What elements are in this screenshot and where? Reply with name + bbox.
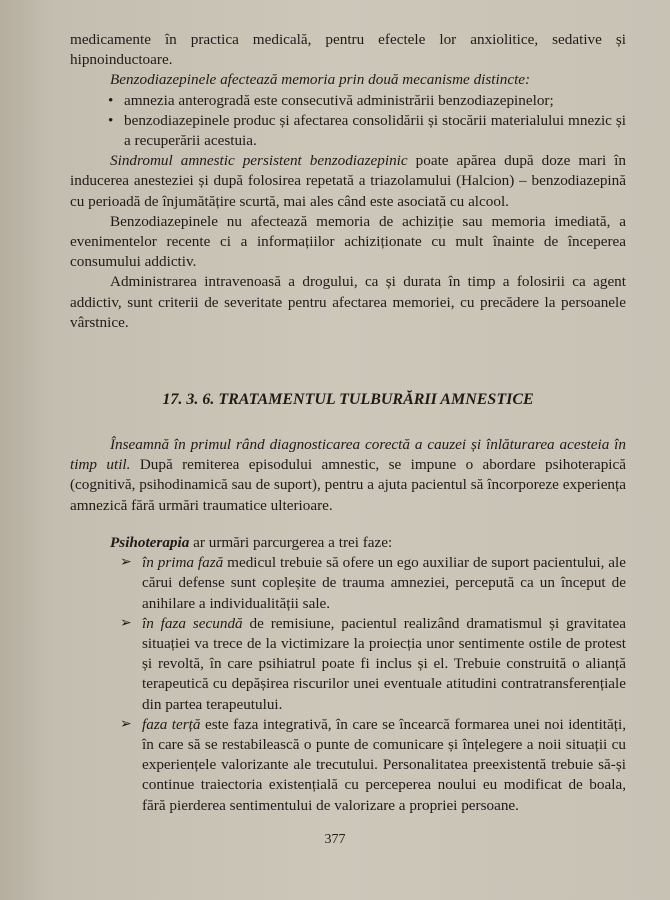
phase-lead: în faza secundă <box>142 614 243 632</box>
list-item <box>70 715 626 816</box>
list-item <box>70 553 626 614</box>
paragraph-memory-effects: Benzodiazepinele nu afectează memoria de achiziție sau memoria imediată, a evenimentelor recente ci a informațiilor achiziționate cu mult înainte de începerea consumului addictiv. <box>70 212 626 271</box>
phase-text: medicul trebuie să ofere un ego auxiliar de suport pacientului, ale cărui defense sunt copleșite de trauma amneziei, percepută ca un început de anihilare a individualității sale. <box>142 554 626 612</box>
paragraph-treatment-intro <box>70 435 626 516</box>
phase-text: este faza integrativă, în care se încearcă formarea unei noi identități, în care să se restabilească o punte de comunicare și înțelegere a noii situații cu experiențele valorizante ale trecutului. Personalitatea preexistentă trebuie să-și continue traiectoria existențială cu perceperea noului eu modificat de boala, fără pierderea sentimentului de valorizare a propriei persoane. <box>142 715 626 814</box>
mechanisms-list <box>70 91 626 152</box>
list-item <box>70 91 626 111</box>
paragraph-mechanisms-intro <box>70 70 626 90</box>
arrow-bullet-icon: ➢ <box>120 615 132 631</box>
upper-text-block <box>70 30 626 333</box>
phases-list <box>70 553 626 816</box>
section-heading: 17. 3. 6. TRATAMENTUL TULBURĂRII AMNESTICE <box>162 391 534 408</box>
treatment-intro-text: După remiterea episodului amnestic, se impune o abordare psihoterapică (cognitivă, psihodinamică sau de suport), pentru a ajuta pacientul să încorporeze experiența amnezică fără urmări traumatice ulterioare. <box>70 456 626 514</box>
list-item-text: amnezia anterogradă este consecutivă administrării benzodiazepinelor; <box>124 91 554 109</box>
treatment-intro-emphasis: Înseamnă în primul rând diagnosticarea corectă a cauzei și înlăturarea acesteia în timp util. <box>70 436 626 474</box>
treatment-text-block <box>70 435 626 516</box>
list-item <box>70 614 626 715</box>
persistent-syndrome-term: Sindromul amnestic persistent benzodiazepinic <box>110 152 408 170</box>
paragraph-psychotherapy <box>70 533 626 553</box>
list-item <box>70 111 626 151</box>
paragraph-severity-criteria: Administrarea intravenoasă a drogului, ca și durata în timp a folosirii ca agent addictiv, sunt criterii de severitate pentru afectarea memoriei, cu precădere la persoanele vârstnice. <box>70 273 626 331</box>
phase-lead: faza terță <box>142 715 201 733</box>
arrow-bullet-icon: ➢ <box>120 555 132 571</box>
bullet-dot-icon: • <box>108 111 114 129</box>
list-item-text: benzodiazepinele produc și afectarea consolidării și stocării materialului mnezic și a recuperării acestuia. <box>124 111 626 150</box>
psychotherapy-block <box>70 533 626 816</box>
paragraph-persistent-syndrome <box>70 151 626 212</box>
arrow-bullet-icon: ➢ <box>120 716 132 732</box>
bullet-dot-icon: • <box>108 91 114 109</box>
page-number: 377 <box>324 832 346 847</box>
paragraph-continuation: medicamente în practica medicală, pentru efectele lor anxiolitice, sedative și hipnoinductoare. <box>70 31 626 69</box>
psychotherapy-text: ar urmări parcurgerea a trei faze: <box>189 534 393 551</box>
phase-lead: în prima fază <box>142 554 224 572</box>
persistent-syndrome-text: poate apărea după doze mari în inducerea anesteziei și după folosirea repetată a triazolamului (Halcion) – benzodiazepină cu perioadă de înjumătățire scurtă, mai ales când este asociată cu alcool. <box>70 152 626 210</box>
psychotherapy-term: Psihoterapia <box>110 534 190 551</box>
mechanisms-intro-text: Benzodiazepinele afectează memoria prin două mecanisme distincte: <box>110 71 531 89</box>
phase-text: de remisiune, pacientul realizând dramatismul și gravitatea situației va trece de la victimizare la proiecția unor sentimente ostile de protest și revoltă, în care psihiatrul poate fi inclus și el. Trebuie construită o alianță terapeutică cu depășirea riscurilor unei eventuale atitudini contratransferențiale din partea terapeutului. <box>142 614 626 713</box>
